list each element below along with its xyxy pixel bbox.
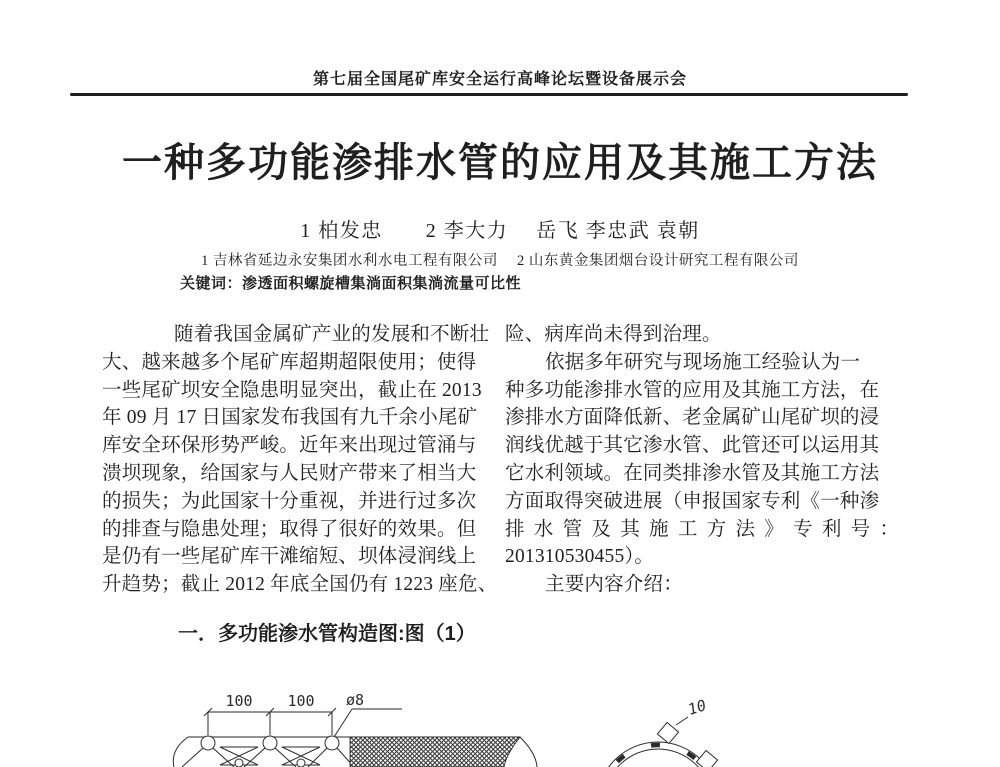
mesh-wrap bbox=[350, 737, 520, 767]
affiliations-line: 1 吉林省延边永安集团水利水电工程有限公司 2 山东黄金集团烟台设计研究工程有限公司 bbox=[201, 253, 799, 269]
drain-hole bbox=[325, 736, 339, 750]
pipe-left-end-arc bbox=[173, 737, 188, 767]
dim-label-100-left: 100 bbox=[225, 692, 253, 710]
text-line: 随着我国金属矿产业的发展和不断壮 bbox=[174, 324, 490, 345]
figure-caption: 一．多功能渗水管构造图:图（1） bbox=[178, 623, 476, 645]
text-line: 它水利领域。在同类排渗水管及其施工方法 bbox=[505, 462, 880, 484]
text-line: 年 09 月 17 日国家发布我国有九千余小尾矿 bbox=[102, 407, 478, 429]
text-line: 升趋势；截止 2012 年底全国仍有 1223 座危、 bbox=[102, 574, 498, 596]
dimension-annotations bbox=[204, 708, 402, 737]
keywords-line bbox=[180, 272, 521, 293]
text-line: 排水管及其施工方法》专利号： bbox=[505, 518, 905, 540]
text-line: 险、病库尚未得到治理。 bbox=[505, 324, 722, 345]
left-column bbox=[102, 321, 498, 599]
text-line: 大、越来越多个尾矿库超期超限使用；使得 bbox=[102, 351, 477, 373]
dim-label-100-right: 100 bbox=[287, 692, 315, 710]
text-line: 的损失；为此国家十分重视，并进行过多次 bbox=[102, 490, 477, 512]
groove-hole bbox=[235, 759, 243, 767]
groove-legs bbox=[244, 748, 296, 767]
drain-hole bbox=[201, 736, 215, 750]
pipe-longitudinal-view bbox=[173, 736, 537, 767]
paper-title: 一种多功能渗排水管的应用及其施工方法 bbox=[122, 141, 878, 185]
keywords-label: 关键词： bbox=[180, 275, 243, 292]
text-line: 溃坝现象，给国家与人民财产带来了相当大 bbox=[102, 462, 477, 484]
groove-hole bbox=[297, 759, 305, 767]
text-line: 种多功能渗排水管的应用及其施工方法，在 bbox=[505, 379, 880, 401]
groove-legs bbox=[182, 748, 234, 767]
right-column bbox=[505, 321, 905, 599]
conference-header: 第七届全国尾矿库安全运行高峰论坛暨设备展示会 bbox=[312, 71, 687, 88]
keywords-text: 渗透面积螺旋槽集淌面积集淌流量可比性 bbox=[242, 275, 522, 292]
text-line: 201310530455）。 bbox=[505, 546, 655, 568]
text-line: 库安全环保形势严峻。近年来出现过管涌与 bbox=[102, 435, 477, 457]
header-divider bbox=[70, 93, 908, 96]
hole-diameter-label: ø8 bbox=[346, 691, 365, 709]
leader-line bbox=[334, 709, 352, 737]
text-line: 依据多年研究与现场施工经验认为一 bbox=[545, 351, 861, 373]
text-line: 方面取得突破进展（申报国家专利《一种渗 bbox=[505, 490, 880, 512]
text-line: 一些尾矿坝安全隐患明显突出，截止在 2013 bbox=[102, 379, 482, 401]
pipe-cross-section bbox=[597, 717, 725, 767]
leader-line bbox=[676, 717, 688, 725]
groove-width-label: 10 bbox=[685, 696, 709, 719]
drain-hole bbox=[263, 736, 277, 750]
groove-detail-square bbox=[696, 750, 717, 767]
groove-legs bbox=[308, 748, 354, 767]
text-line: 润线优越于其它渗水管、此管还可以运用其 bbox=[505, 435, 880, 457]
text-line: 是仍有一些尾矿库干滩缩短、坝体浸润线上 bbox=[102, 546, 477, 568]
pipe-construction-drawing bbox=[140, 675, 900, 767]
text-line: 主要内容介绍： bbox=[545, 574, 683, 596]
authors-line: 1 柏发忠 2 李大力 岳飞 李忠武 袁朝 bbox=[300, 220, 700, 242]
text-line: 的排查与隐患处理；取得了很好的效果。但 bbox=[102, 518, 477, 540]
text-line: 渗排水方面降低新、老金属矿山尾矿坝的浸 bbox=[505, 407, 880, 429]
pipe-end-cap-arc bbox=[520, 737, 537, 767]
groove-detail-square bbox=[657, 722, 678, 743]
